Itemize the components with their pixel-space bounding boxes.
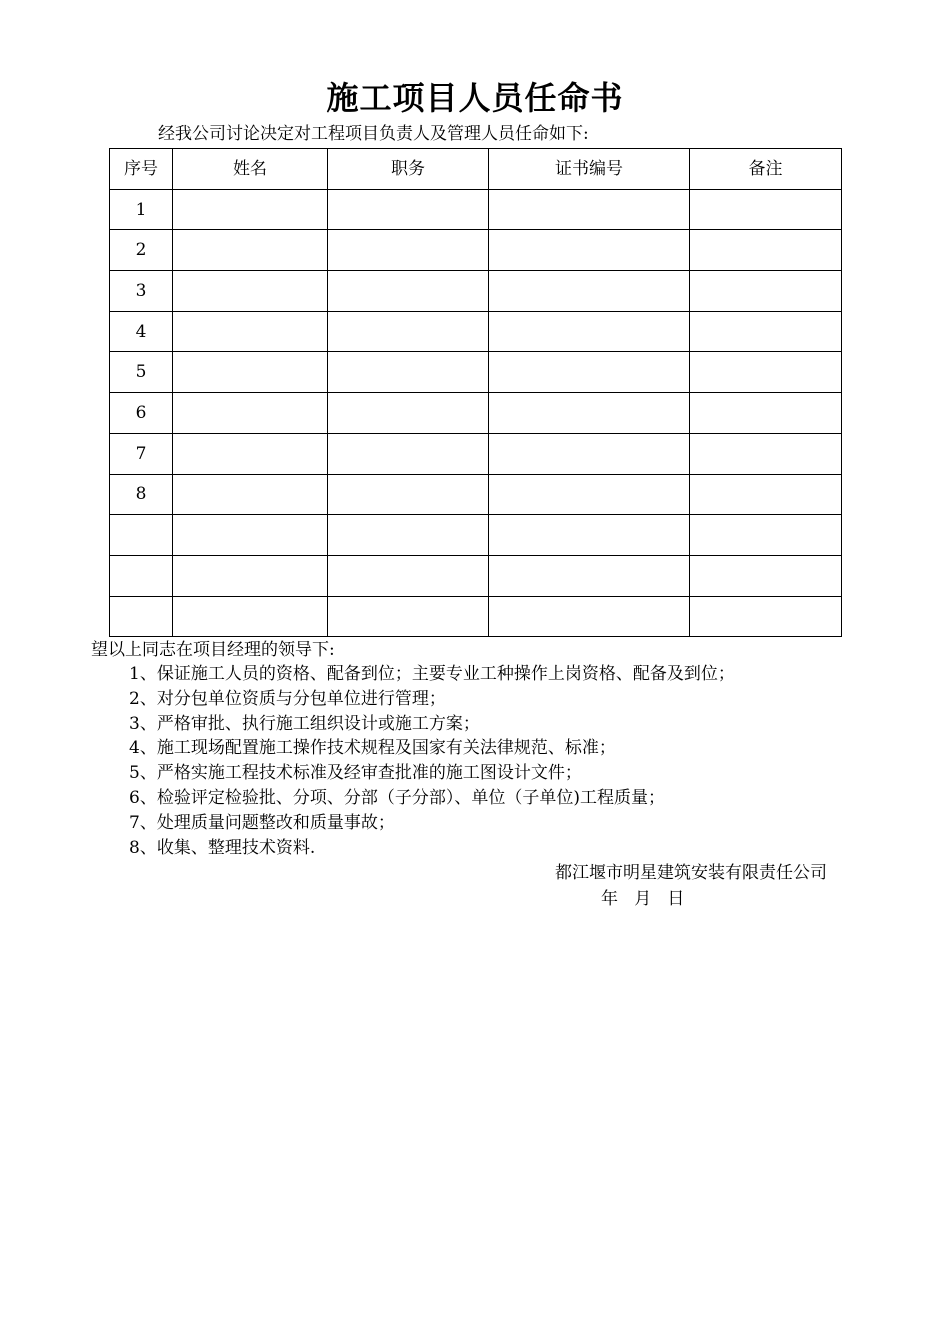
table-row xyxy=(110,474,842,515)
cell-position xyxy=(328,189,489,230)
duty-item: 7、处理质量问题整改和质量事故； xyxy=(129,812,395,833)
cell-name xyxy=(173,271,328,312)
cell-certificate-number xyxy=(489,271,690,312)
table-row xyxy=(110,311,842,352)
duty-item: 2、对分包单位资质与分包单位进行管理； xyxy=(129,688,446,709)
duty-item: 6、检验评定检验批、分项、分部（子分部）、单位（子单位)工程质量； xyxy=(129,787,665,808)
cell-remarks xyxy=(690,393,842,434)
cell-certificate-number xyxy=(489,311,690,352)
cell-position xyxy=(328,352,489,393)
cell-name xyxy=(173,433,328,474)
cell-position xyxy=(328,555,489,596)
cell-remarks xyxy=(690,474,842,515)
header-serial: 序号 xyxy=(110,149,173,190)
cell-position xyxy=(328,311,489,352)
duty-item: 5、严格实施工程技术标准及经审查批准的施工图设计文件； xyxy=(129,763,582,784)
cell-name xyxy=(173,515,328,556)
cell-position xyxy=(328,271,489,312)
company-name: 都江堰市明星建筑安装有限责任公司 xyxy=(555,863,827,883)
table-row xyxy=(110,433,842,474)
document-title: 施工项目人员任命书 xyxy=(326,79,624,117)
cell-remarks xyxy=(690,230,842,271)
table-row xyxy=(110,271,842,312)
cell-remarks xyxy=(690,433,842,474)
cell-remarks xyxy=(690,596,842,637)
intro-text: 经我公司讨论决定对工程项目负责人及管理人员任命如下: xyxy=(158,124,589,144)
cell-serial: 3 xyxy=(110,271,173,312)
header-certificate-number: 证书编号 xyxy=(489,149,690,190)
cell-name xyxy=(173,596,328,637)
cell-position xyxy=(328,474,489,515)
table-row xyxy=(110,555,842,596)
header-name: 姓名 xyxy=(173,149,328,190)
table-row xyxy=(110,230,842,271)
cell-name xyxy=(173,555,328,596)
table-row xyxy=(110,393,842,434)
cell-name xyxy=(173,189,328,230)
leadership-statement: 望以上同志在项目经理的领导下: xyxy=(91,640,335,660)
cell-serial xyxy=(110,515,173,556)
cell-position xyxy=(328,230,489,271)
cell-name xyxy=(173,311,328,352)
duties-list xyxy=(129,662,735,860)
cell-serial: 4 xyxy=(110,311,173,352)
cell-name xyxy=(173,230,328,271)
duty-item: 3、严格审批、执行施工组织设计或施工方案； xyxy=(129,713,480,734)
cell-certificate-number xyxy=(489,352,690,393)
duty-item: 1、保证施工人员的资格、配备到位；主要专业工种操作上岗资格、配备及到位； xyxy=(129,664,735,684)
cell-serial: 8 xyxy=(110,474,173,515)
cell-name xyxy=(173,474,328,515)
cell-position xyxy=(328,596,489,637)
cell-certificate-number xyxy=(489,230,690,271)
header-position: 职务 xyxy=(328,149,489,190)
cell-serial: 5 xyxy=(110,352,173,393)
table-row xyxy=(110,189,842,230)
duty-item: 4、施工现场配置施工操作技术规程及国家有关法律规范、标准； xyxy=(129,738,616,759)
cell-remarks xyxy=(690,515,842,556)
cell-remarks xyxy=(690,352,842,393)
cell-position xyxy=(328,393,489,434)
cell-position xyxy=(328,433,489,474)
cell-serial: 1 xyxy=(110,189,173,230)
duty-item: 8、收集、整理技术资料. xyxy=(129,837,316,858)
table-row xyxy=(110,352,842,393)
cell-position xyxy=(328,515,489,556)
cell-certificate-number xyxy=(489,393,690,434)
cell-remarks xyxy=(690,271,842,312)
personnel-table xyxy=(109,148,842,637)
cell-certificate-number xyxy=(489,189,690,230)
table-header-row xyxy=(110,149,842,190)
header-remarks: 备注 xyxy=(690,149,842,190)
cell-serial xyxy=(110,555,173,596)
cell-certificate-number xyxy=(489,515,690,556)
cell-serial xyxy=(110,596,173,637)
cell-certificate-number xyxy=(489,474,690,515)
cell-serial: 6 xyxy=(110,393,173,434)
cell-serial: 7 xyxy=(110,433,173,474)
cell-name xyxy=(173,352,328,393)
table-row xyxy=(110,515,842,556)
date-line: 年 月 日 xyxy=(601,889,685,909)
cell-serial: 2 xyxy=(110,230,173,271)
cell-certificate-number xyxy=(489,596,690,637)
cell-remarks xyxy=(690,189,842,230)
table-row xyxy=(110,596,842,637)
cell-certificate-number xyxy=(489,555,690,596)
cell-remarks xyxy=(690,311,842,352)
cell-certificate-number xyxy=(489,433,690,474)
cell-remarks xyxy=(690,555,842,596)
cell-name xyxy=(173,393,328,434)
